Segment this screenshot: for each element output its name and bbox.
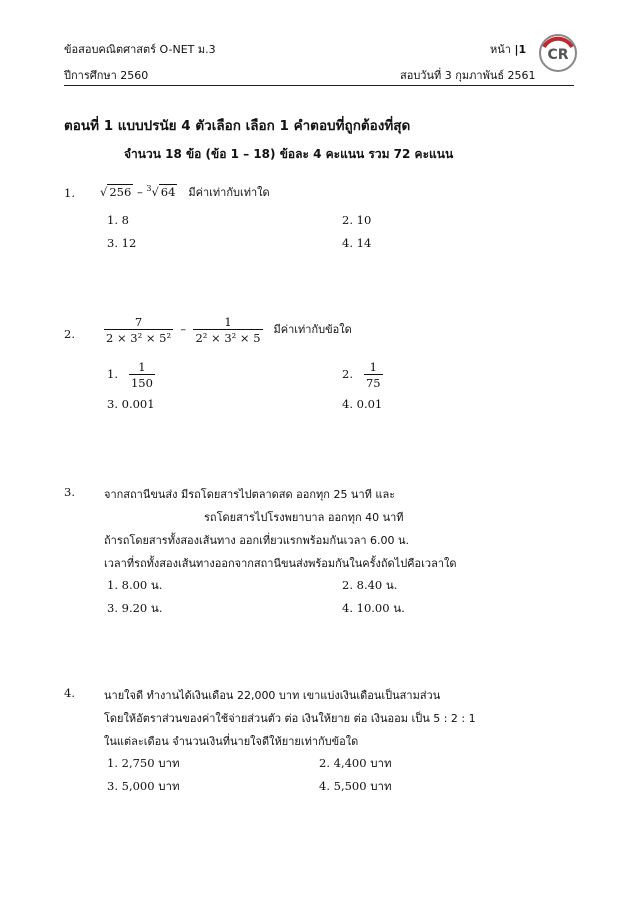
q2-fraction-1: $\frac{7}{\text{2 × 3² × 5²}}$ <box>106 315 172 345</box>
q3-line-3: ถ้ารถโดยสารทั้งสองเส้นทาง ออกเที่ยวแรกพร้อมกันเวลา 6.00 น. <box>104 534 410 547</box>
q3-option-1[interactable]: 1. 8.00 น. <box>107 578 163 592</box>
q4-line-1: นายใจดี ทำงานได้เงินเดือน 22,000 บาท เขาแบ่งเงินเดือนเป็นสามส่วน <box>104 689 441 702</box>
q1-option-3[interactable]: 3. 12 <box>107 236 137 250</box>
q4-option-1[interactable]: 1. 2,750 บาท <box>107 756 180 770</box>
q1-minus: – <box>136 185 143 199</box>
header-year: ปีการศึกษา 2560 <box>64 69 149 82</box>
page-number: |1 <box>514 43 527 56</box>
logo-text: CR <box>547 47 569 63</box>
page-label: หน้า <box>490 43 511 56</box>
header-subject: ข้อสอบคณิตศาสตร์ O-NET ม.3 <box>64 43 216 56</box>
q1-expression: √ 256 – $^3$√ 64 มีค่าเท่ากับเท่าใด <box>100 184 270 199</box>
q4-line-2: โดยให้อัตราส่วนของค่าใช้จ่ายส่วนตัว ต่อ เงินให้ยาย ต่อ เงินออม เป็น 5 : 2 : 1 <box>104 712 476 725</box>
q3-line-1: จากสถานีขนส่ง มีรถโดยสารไปตลาดสด ออกทุก 25 นาที และ <box>104 488 396 501</box>
q1-number: 1. <box>64 186 75 200</box>
q4-option-2[interactable]: 2. 4,400 บาท <box>319 756 392 770</box>
header-rule <box>64 85 574 86</box>
q2-expression <box>104 315 352 345</box>
q1-prompt: มีค่าเท่ากับเท่าใด <box>188 186 270 199</box>
q1-root-index: 3 <box>146 184 152 194</box>
q3-option-3[interactable]: 3. 9.20 น. <box>107 601 163 615</box>
header-exam-date: สอบวันที่ 3 กุมภาพันธ์ 2561 <box>400 69 536 82</box>
q2-option-1[interactable]: 1. $\frac{1}{150}$ <box>107 360 153 390</box>
header-page <box>490 40 526 58</box>
q1-option-2[interactable]: 2. 10 <box>342 213 372 227</box>
q2-option-3[interactable]: 3. 0.001 <box>107 397 155 411</box>
q4-number: 4. <box>64 686 75 700</box>
section-subtitle: จำนวน 18 ข้อ (ข้อ 1 – 18) ข้อละ 4 คะแนน รวม 72 คะแนน <box>124 147 454 161</box>
q2-number: 2. <box>64 327 75 341</box>
q4-option-3[interactable]: 3. 5,000 บาท <box>107 779 180 793</box>
section-title: ตอนที่ 1 แบบปรนัย 4 ตัวเลือก เลือก 1 คำตอบที่ถูกต้องที่สุด <box>64 118 411 134</box>
logo-icon <box>538 33 578 73</box>
q2-prompt: มีค่าเท่ากับข้อใด <box>273 323 352 336</box>
q1-cbrt-arg: 64 <box>160 185 176 199</box>
q2-minus: – <box>180 322 187 336</box>
q2-fraction-2: $\frac{1}{\text{2² × 3² × 5}}$ <box>195 315 261 345</box>
q1-sqrt-arg: 256 <box>109 185 132 199</box>
q1-option-4[interactable]: 4. 14 <box>342 236 372 250</box>
q2-option-4[interactable]: 4. 0.01 <box>342 397 383 411</box>
q1-option-1[interactable]: 1. 8 <box>107 213 129 227</box>
q2-option-2[interactable]: 2. $\frac{1}{75}$ <box>342 360 381 390</box>
q4-option-4[interactable]: 4. 5,500 บาท <box>319 779 392 793</box>
q3-option-4[interactable]: 4. 10.00 น. <box>342 601 405 615</box>
q3-option-2[interactable]: 2. 8.40 น. <box>342 578 398 592</box>
q3-number: 3. <box>64 485 75 499</box>
q3-line-2: รถโดยสารไปโรงพยาบาล ออกทุก 40 นาที <box>204 511 404 524</box>
q3-line-4: เวลาที่รถทั้งสองเส้นทางออกจากสถานีขนส่งพร้อมกันในครั้งถัดไปคือเวลาใด <box>104 557 457 570</box>
q4-line-3: ในแต่ละเดือน จำนวนเงินที่นายใจดีให้ยายเท่ากับข้อใด <box>104 735 359 748</box>
